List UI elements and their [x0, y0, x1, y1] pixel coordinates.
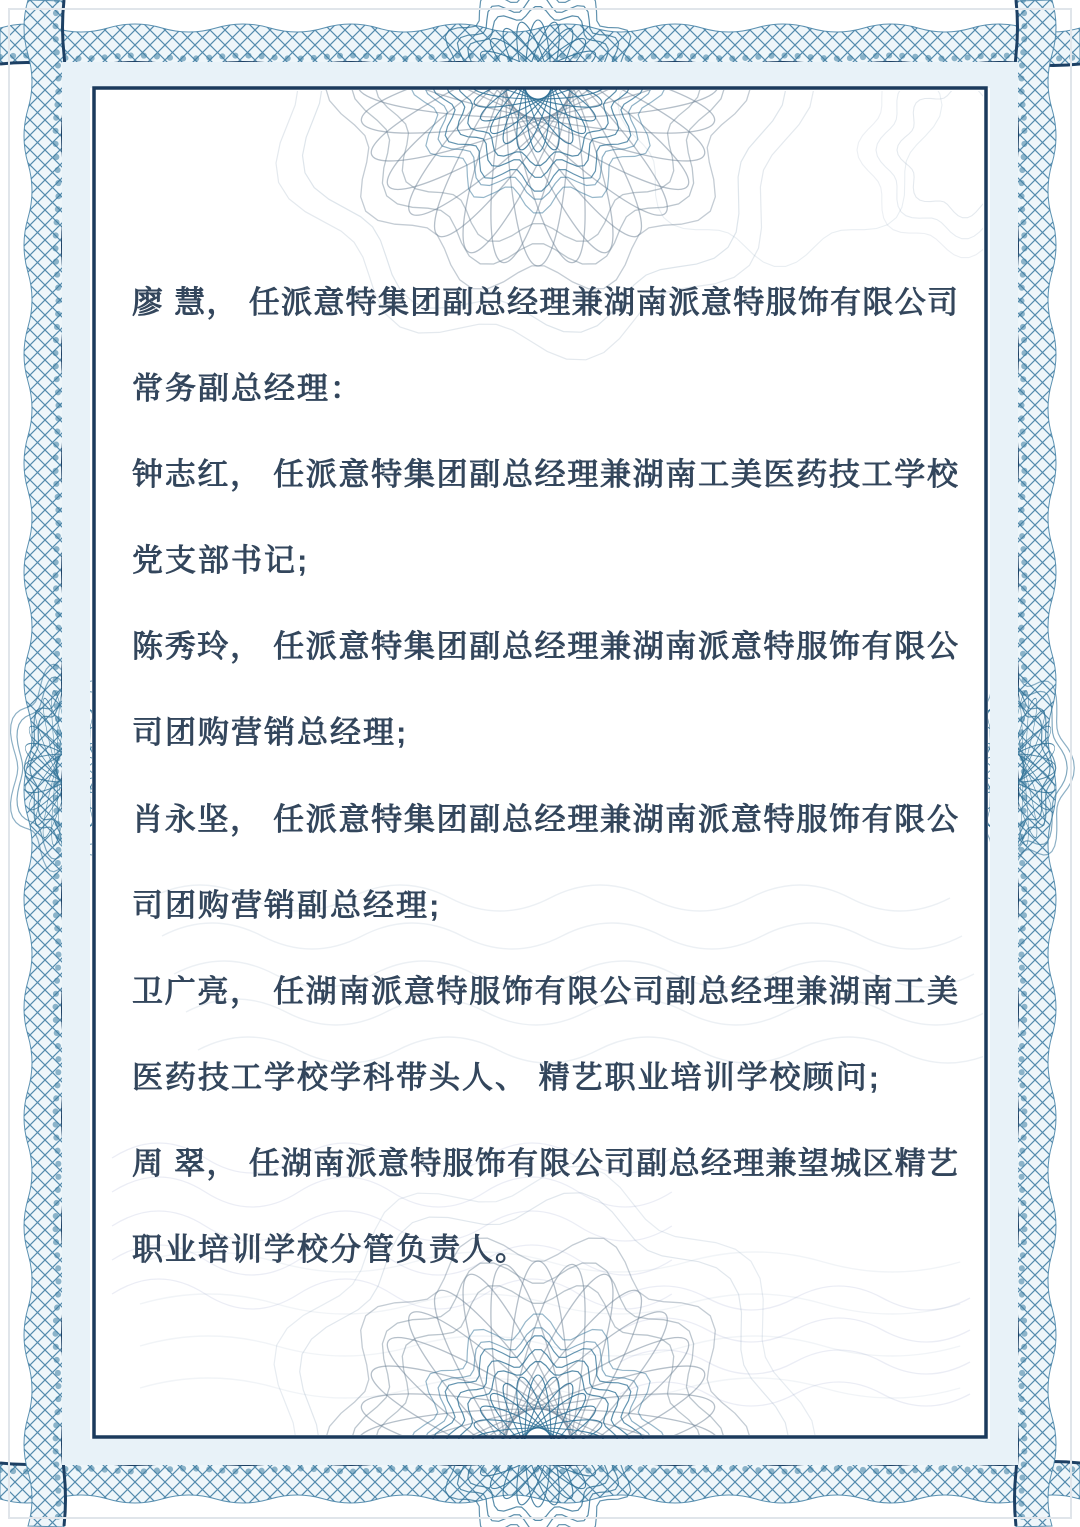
appointment-line: 陈秀玲， 任派意特集团副总经理兼湖南派意特服饰有限公 — [132, 629, 958, 665]
appointment-line: 周 翠， 任湖南派意特服饰有限公司副总经理兼望城区精艺 — [132, 1145, 958, 1181]
appointment-line: 廖 慧， 任派意特集团副总经理兼湖南派意特服饰有限公司 — [132, 285, 958, 320]
appointment-line: 医药技工学校学科带头人、 精艺职业培训学校顾问; — [132, 1059, 881, 1095]
appointment-line: 司团购营销副总经理; — [132, 887, 442, 923]
appointment-line: 肖永坚， 任派意特集团副总经理兼湖南派意特服饰有限公 — [132, 801, 958, 837]
appointment-line: 卫广亮， 任湖南派意特服饰有限公司副总经理兼湖南工美 — [132, 973, 958, 1009]
appointment-line: 职业培训学校分管负责人。 — [132, 1232, 528, 1268]
appointment-line: 钟志红， 任派意特集团副总经理兼湖南工美医药技工学校 — [132, 457, 958, 493]
appointment-line: 常务副总经理： — [132, 371, 363, 407]
appointment-line: 司团购营销总经理; — [132, 715, 409, 751]
appointment-text-block — [132, 260, 958, 1293]
appointment-line: 党支部书记; — [132, 543, 310, 579]
